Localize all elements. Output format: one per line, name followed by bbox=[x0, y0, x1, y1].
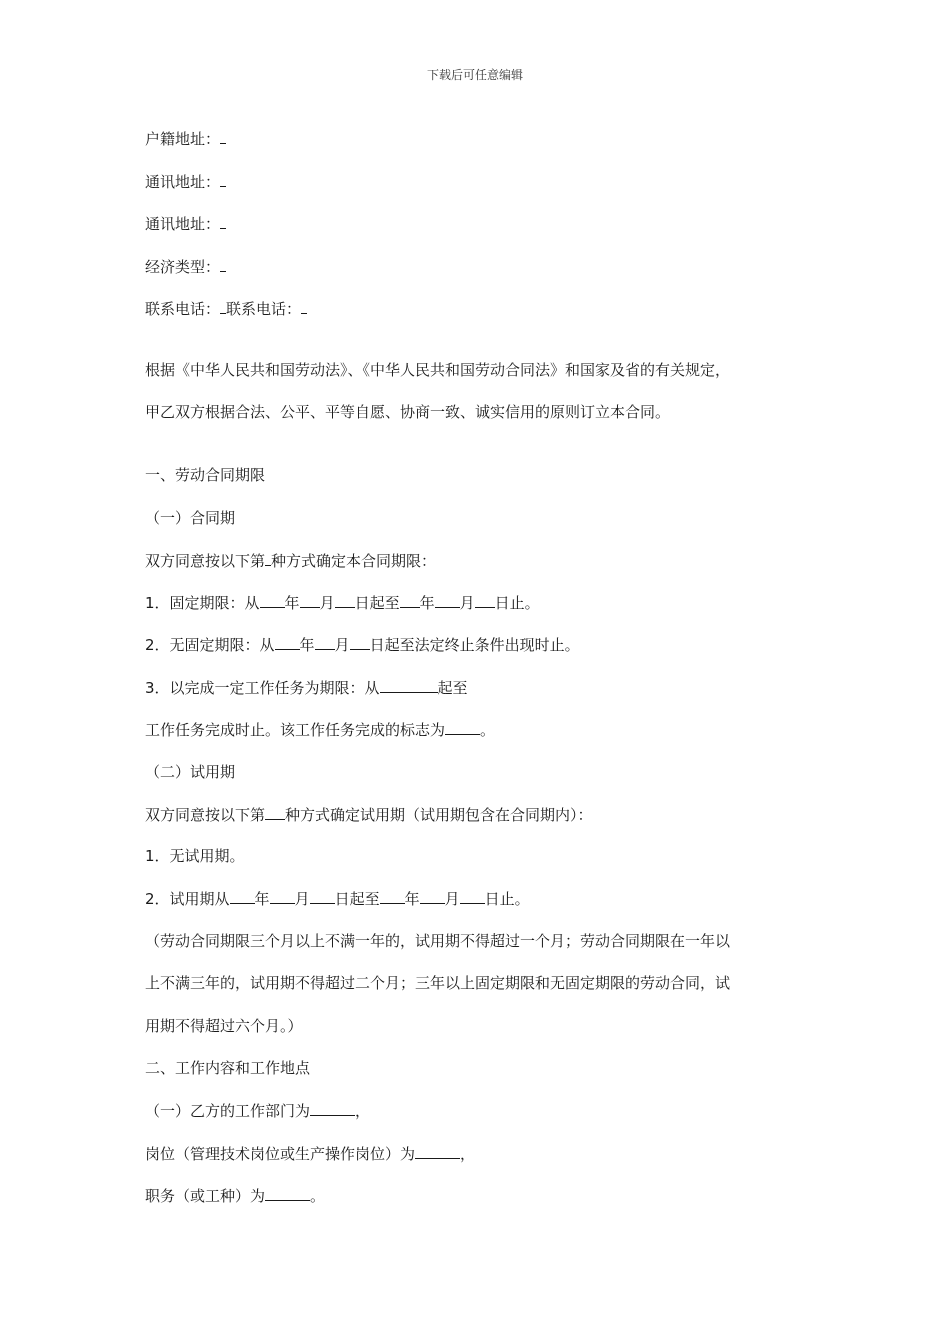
open-term-line bbox=[145, 634, 580, 655]
contract-term-choice-line bbox=[145, 550, 436, 571]
section2-title: 二、工作内容和工作地点 bbox=[145, 1059, 311, 1077]
trial-choice-blank bbox=[265, 804, 285, 820]
page-header: 下载后可任意编辑 bbox=[426, 68, 523, 82]
preamble-line-2: 甲乙双方根据合法、公平、平等自愿、协商一致、诚实信用的原则订立本合同。 bbox=[145, 403, 671, 421]
department-blank bbox=[310, 1100, 355, 1116]
economic-type-line bbox=[145, 256, 226, 277]
fixed-term-year2: 年 bbox=[419, 594, 435, 612]
task-completion-text: 工作任务完成时止。该工作任务完成的标志为 bbox=[145, 721, 446, 739]
post-line bbox=[145, 1143, 475, 1164]
task-term-line bbox=[145, 677, 468, 698]
duty-blank bbox=[265, 1185, 310, 1201]
open-term-month-blank bbox=[315, 634, 335, 650]
task-term-end: 起至 bbox=[437, 679, 468, 697]
section1-sub1-title: （一）合同期 bbox=[145, 509, 236, 527]
task-term-start-blank bbox=[380, 677, 438, 693]
economic-type-blank bbox=[220, 256, 226, 272]
fixed-term-month2: 月 bbox=[459, 594, 475, 612]
trial-note-line-3: 用期不得超过六个月。） bbox=[145, 1017, 303, 1035]
open-term-day-blank bbox=[350, 634, 370, 650]
post-label: 岗位（管理技术岗位或生产操作岗位）为 bbox=[145, 1145, 416, 1163]
household-address-line bbox=[145, 128, 226, 149]
trial-day-from: 日起至 bbox=[334, 890, 380, 908]
trial-day-blank bbox=[310, 888, 335, 904]
household-address-label: 户籍地址： bbox=[145, 130, 221, 148]
trial-period-label: 2．试用期从 bbox=[145, 890, 230, 908]
duty-end: 。 bbox=[310, 1187, 326, 1205]
mailing-address-line-1 bbox=[145, 171, 226, 192]
trial-note-line-1: （劳动合同期限三个月以上不满一年的，试用期不得超过一个月；劳动合同期限在一年以 bbox=[145, 932, 731, 950]
fixed-term-end: 日止。 bbox=[494, 594, 540, 612]
mailing-address-label-2: 通讯地址： bbox=[145, 215, 221, 233]
fixed-term-day-blank bbox=[335, 592, 355, 608]
phone-label-2: 联系电话： bbox=[226, 300, 302, 318]
department-end: ， bbox=[355, 1102, 371, 1120]
contract-term-choice-suffix: 种方式确定本合同期限： bbox=[271, 552, 437, 570]
trial-day2-blank bbox=[460, 888, 485, 904]
section1-title: 一、劳动合同期限 bbox=[145, 466, 266, 484]
task-completion-end: 。 bbox=[480, 721, 496, 739]
task-completion-line bbox=[145, 719, 495, 740]
trial-year-blank bbox=[230, 888, 255, 904]
trial-period-line bbox=[145, 888, 530, 909]
open-term-year-blank bbox=[275, 634, 300, 650]
mailing-address-blank-1 bbox=[220, 171, 226, 187]
trial-year2-blank bbox=[380, 888, 405, 904]
preamble-line-1: 根据《中华人民共和国劳动法》、《中华人民共和国劳动合同法》和国家及省的有关规定， bbox=[145, 361, 731, 379]
fixed-term-label: 1．固定期限：从 bbox=[145, 594, 260, 612]
open-term-end: 日起至法定终止条件出现时止。 bbox=[369, 636, 580, 654]
fixed-term-year-blank bbox=[260, 592, 285, 608]
fixed-term-day2-blank bbox=[475, 592, 495, 608]
trial-choice-line bbox=[145, 804, 593, 825]
trial-month2-blank bbox=[420, 888, 445, 904]
trial-year: 年 bbox=[254, 890, 270, 908]
open-term-year: 年 bbox=[299, 636, 315, 654]
post-blank bbox=[415, 1143, 460, 1159]
open-term-label: 2．无固定期限：从 bbox=[145, 636, 275, 654]
section1-sub2-title: （二）试用期 bbox=[145, 763, 236, 781]
fixed-term-year2-blank bbox=[400, 592, 420, 608]
mailing-address-label-1: 通讯地址： bbox=[145, 173, 221, 191]
trial-month2: 月 bbox=[444, 890, 460, 908]
trial-choice-prefix: 双方同意按以下第 bbox=[145, 806, 266, 824]
trial-year2: 年 bbox=[404, 890, 420, 908]
trial-end: 日止。 bbox=[484, 890, 530, 908]
trial-note-line-2: 上不满三年的，试用期不得超过二个月；三年以上固定期限和无固定期限的劳动合同，试 bbox=[145, 974, 731, 992]
post-end: ， bbox=[460, 1145, 476, 1163]
task-completion-blank bbox=[445, 719, 480, 735]
phone-label-1: 联系电话： bbox=[145, 300, 221, 318]
fixed-term-month2-blank bbox=[435, 592, 460, 608]
fixed-term-year: 年 bbox=[284, 594, 300, 612]
fixed-term-line bbox=[145, 592, 540, 613]
trial-month-blank bbox=[270, 888, 295, 904]
fixed-term-month: 月 bbox=[319, 594, 335, 612]
contract-term-choice-prefix: 双方同意按以下第 bbox=[145, 552, 266, 570]
mailing-address-blank-2 bbox=[220, 213, 226, 229]
fixed-term-day-from: 日起至 bbox=[354, 594, 400, 612]
department-label: （一）乙方的工作部门为 bbox=[145, 1102, 311, 1120]
trial-month: 月 bbox=[294, 890, 310, 908]
fixed-term-month-blank bbox=[300, 592, 320, 608]
department-line bbox=[145, 1100, 370, 1121]
no-trial-line: 1．无试用期。 bbox=[145, 847, 245, 865]
phone-blank-2 bbox=[301, 298, 307, 314]
household-address-blank bbox=[220, 128, 226, 144]
mailing-address-line-2 bbox=[145, 213, 226, 234]
open-term-month: 月 bbox=[334, 636, 350, 654]
duty-label: 职务（或工种）为 bbox=[145, 1187, 266, 1205]
phone-line bbox=[145, 298, 307, 319]
trial-choice-suffix: 种方式确定试用期（试用期包含在合同期内）： bbox=[285, 806, 593, 824]
task-term-label: 3．以完成一定工作任务为期限：从 bbox=[145, 679, 380, 697]
economic-type-label: 经济类型： bbox=[145, 258, 221, 276]
duty-line bbox=[145, 1185, 325, 1206]
